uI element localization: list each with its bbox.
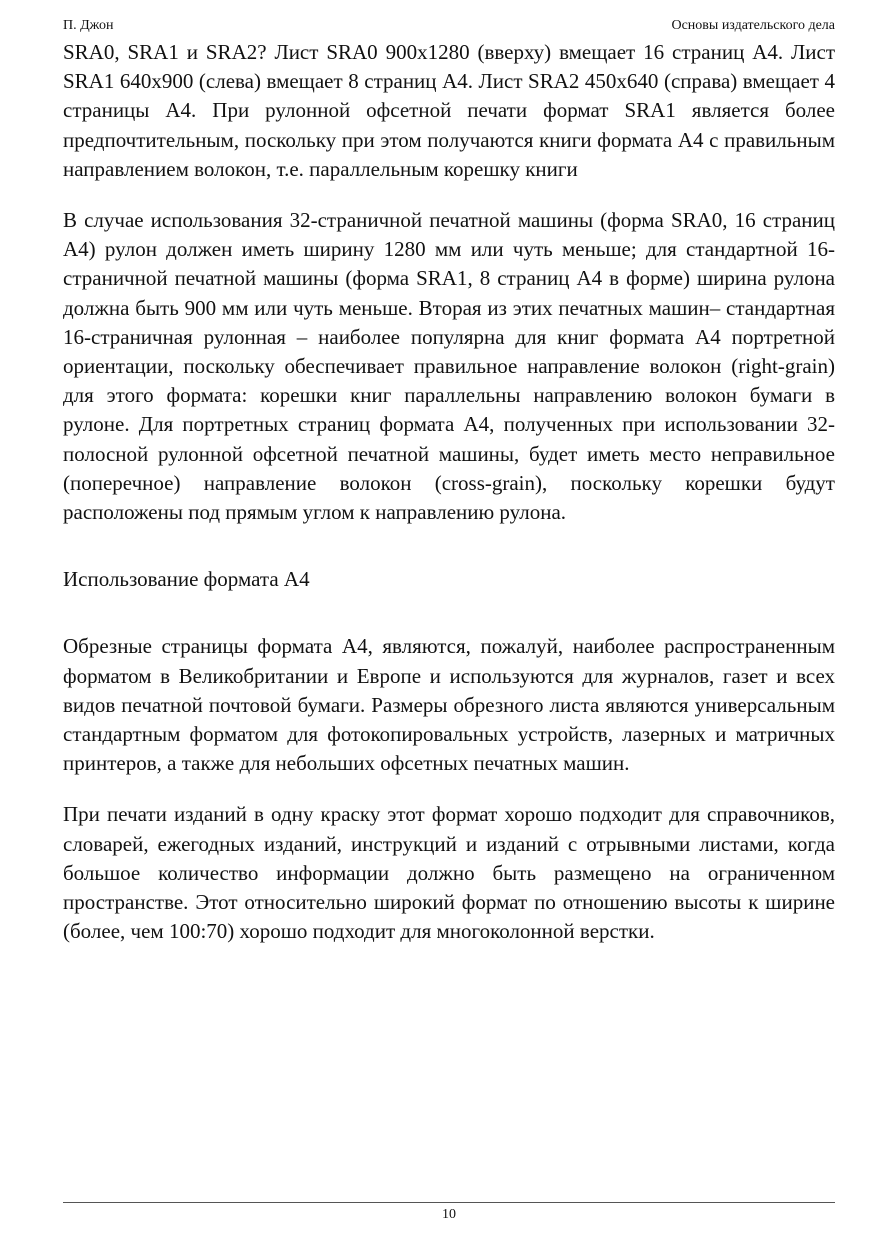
header-author: П. Джон	[63, 18, 114, 33]
section-heading: Использование формата А4	[63, 567, 310, 592]
page-body	[63, 38, 835, 946]
page-number: 10	[442, 1207, 456, 1222]
paragraph-single-color: При печати изданий в одну краску этот формат хорошо подходит для справочников, словарей, ежегодных изданий, инструкций и изданий с отрывными листами, когда большое количество информации должно быть размещено на ограниченном пространстве. Этот относительно широкий формат по отношению высоты к ширине (более, чем 100:70) хорошо подходит для многоколонной верстки.	[63, 802, 835, 944]
footer-divider	[63, 1202, 835, 1203]
paragraph-press-width: В случае использования 32-страничной печатной машины (форма SRA0, 16 страниц А4) рулон должен иметь ширину 1280 мм или чуть меньше; для стандартной 16-страничной печатной машины (форма SRA1, 8 страниц А4 в форме) ширина рулона должна быть 900 мм или чуть меньше. Вторая из этих печатных машин– стандартная 16-страничная рулонная – наиболее популярна для книг формата А4 портретной ориентации, поскольку обеспечивает правильное направление волокон (right-grain) для этого формата: корешки книг параллельны направлению волокон бумаги в рулоне. Для портретных страниц формата А4, полученных при использовании 32-полосной рулонной офсетной печатной машины, будет иметь место неправильное (поперечное) направление волокон (cross-grain), поскольку корешки будут расположены под прямым углом к направлению рулона.	[63, 208, 835, 525]
running-header	[63, 16, 835, 36]
header-book-title: Основы издательского дела	[671, 18, 835, 33]
paragraph-a4-usage: Обрезные страницы формата А4, являются, пожалуй, наиболее распространенным форматом в Великобритании и Европе и используются для журналов, газет и всех видов печатной почтовой бумаги. Размеры обрезного листа являются универсальным стандартным форматом для фотокопировальных устройств, лазерных и матричных принтеров, а также для небольших офсетных печатных машин.	[63, 634, 835, 776]
paragraph-sra-formats: SRA0, SRA1 и SRA2? Лист SRA0 900x1280 (вверху) вмещает 16 страниц А4. Лист SRA1 640x900 (слева) вмещает 8 страниц А4. Лист SRA2 450x640 (справа) вмещает 4 страницы А4. При рулонной офсетной печати формат SRA1 является более предпочтительным, поскольку при этом получаются книги формата А4 с правильным направлением волокон, т.е. параллельным корешку книги	[63, 40, 835, 181]
